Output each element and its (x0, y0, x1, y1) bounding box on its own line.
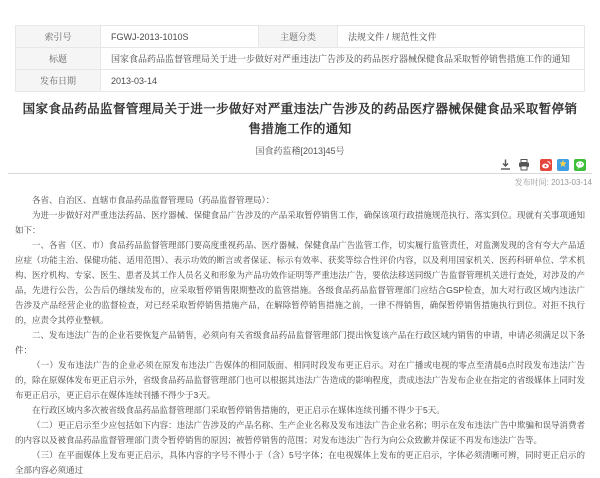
share-weibo-icon[interactable] (540, 159, 552, 171)
article-toolbar (499, 158, 586, 171)
body-paragraph: （一）发布违法广告的企业必须在原发布违法广告媒体的相同版面、相同时段发布更正启示。对在广播或电视的零点至清晨6点时段发布违法广告的，除在原媒体发布更正启示外，省级食品药品监督管理部门也可以根据其违法广告造成的影响程度，责成违法广告发布企业在指定的省级媒体上同时发布更正启示，更正启示在媒体连续刊播不得少于3天。 (15, 360, 585, 400)
meta-label-subject-category: 主题分类 (259, 26, 338, 48)
divider (8, 173, 592, 174)
print-icon[interactable] (517, 158, 530, 171)
body-paragraph: 一、各省（区、市）食品药品监督管理部门要高度重视药品、医疗器械、保健食品广告监管工作，切实履行监管责任，对监测发现的含有夸大产品适应症（功能主治、保健功能、适用范围）、表示功效的断言或者保证、标示有效率、获奖等综合性评价内容，以及利用国家机关、医药科研单位、学术机构、医疗机构、专家、医生、患者及其工作人员名义和形象为产品功效作证明等严重违法广告，要依法移送同级广告监督管理机关进行查处，对涉及的产品，先进行公告，公告后仍继续发布的，应采取暂停销售限期整改的监管措施。各级食品药品监督管理部门应结合GSP检查，加大对行政区域内违法广告涉及产品经营企业的监督检查，对已经采取暂停销售措施产品，在解除暂停销售措施之前，一律不得销售，确保暂停销售措施执行到位。对拒不执行的，应责令其停业整顿。 (15, 240, 585, 325)
body-paragraph: 各省、自治区、直辖市食品药品监督管理局（药品监督管理局）： (32, 195, 275, 205)
page-title: 国家食品药品监督管理局关于进一步做好对严重违法广告涉及的药品医疗器械保健食品采取暂停销售措施工作的通知 (22, 102, 578, 136)
document-number: 国食药监稽[2013]45号 (255, 146, 345, 156)
share-qzone-icon[interactable] (557, 159, 569, 171)
meta-value-index-number: FGWJ-2013-1010S (101, 26, 259, 48)
star-glyph: ★ (558, 158, 568, 170)
meta-value-title: 国家食品药品监督管理局关于进一步做好对严重违法广告涉及的药品医疗器械保健食品采取暂停销售措施工作的通知 (101, 48, 585, 70)
body-paragraph: （三）在平面媒体上发布更正启示，具体内容的字号不得小于（含）5号字体；在电视媒体上发布的更正启示，字体必须清晰可辨，同时更正启示的全部内容必须通过 (15, 450, 585, 475)
table-row (16, 26, 585, 48)
article-body (15, 193, 585, 478)
body-paragraph: 二、发布违法广告的企业若要恢复产品销售，必须向有关省级食品药品监督管理部门提出恢复该产品在行政区域内销售的申请，申请必须满足以下条件： (15, 330, 585, 355)
meta-label-publish-date: 发布日期 (16, 70, 101, 92)
publish-time (0, 177, 592, 188)
meta-value-publish-date: 2013-03-14 (101, 70, 585, 92)
meta-label-index-number: 索引号 (16, 26, 101, 48)
share-wechat-icon[interactable] (574, 159, 586, 171)
publish-time-value: 2013-03-14 (551, 178, 592, 187)
table-row (16, 70, 585, 92)
body-paragraph: （二）更正启示至少应包括如下内容：违法广告涉及的产品名称、生产企业名称及发布违法广告企业名称；明示在发布违法广告中欺骗和误导消费者的内容以及被食品药品监督管理部门责令暂停销售的原因；被暂停销售的范围；对发布违法广告行为向公众致歉并保证不再发布违法广告等。 (15, 420, 585, 445)
body-paragraph: 在行政区域内多次被省级食品药品监督管理部门采取暂停销售措施的，更正启示在媒体连续刊播不得少于5天。 (32, 405, 445, 415)
publish-time-label: 发布时间: (514, 178, 549, 187)
meta-label-title: 标题 (16, 48, 101, 70)
document-meta-table (15, 25, 585, 92)
table-row (16, 48, 585, 70)
body-paragraph: 为进一步做好对严重违法药品、医疗器械、保健食品广告涉及的产品采取暂停销售工作，确保该项行政措施规范执行、落实到位。现就有关事项通知如下： (15, 210, 585, 235)
download-icon[interactable] (499, 158, 512, 171)
meta-value-subject-category: 法规文件 / 规范性文件 (338, 26, 585, 48)
